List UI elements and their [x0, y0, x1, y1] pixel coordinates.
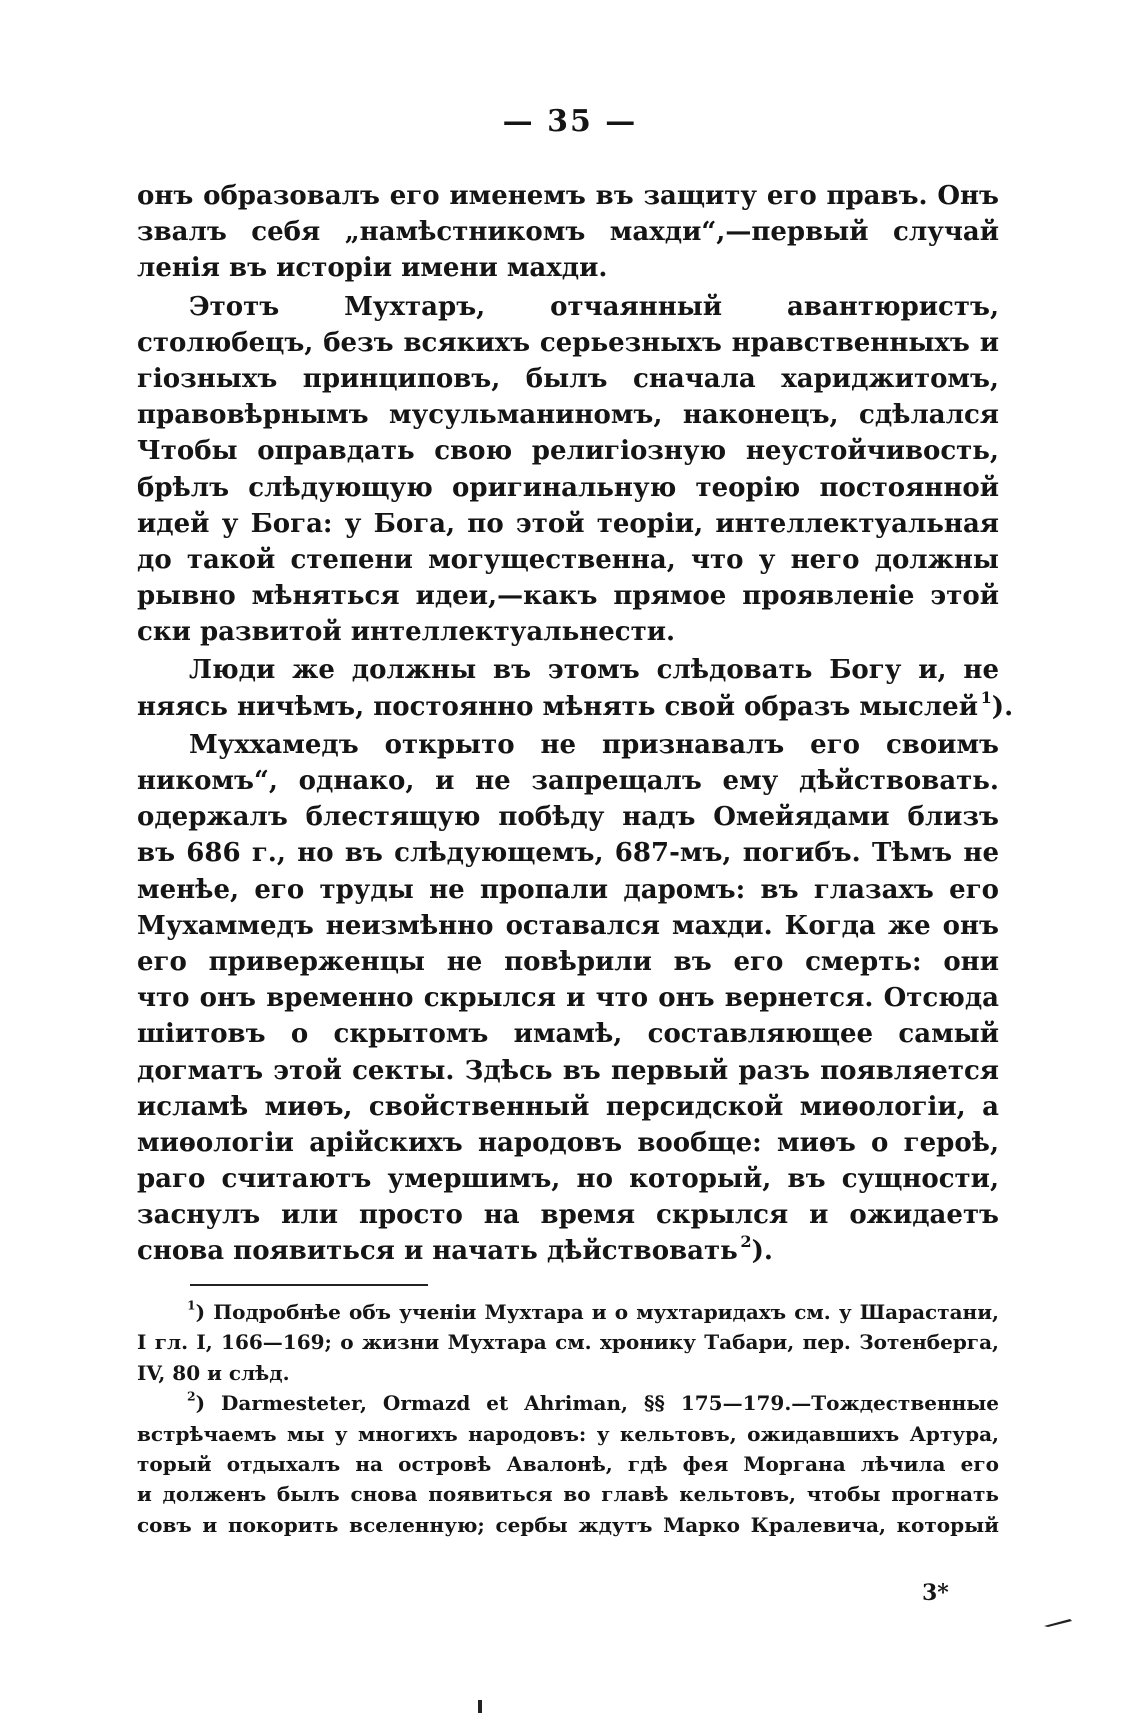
- footnote-line: IV, 80 и слѣд.: [137, 1360, 290, 1385]
- note-ref-close: ).: [991, 691, 1014, 722]
- text-line-content: няясь ничѣмъ, постоянно мѣнять свой образъ мыслей: [137, 691, 978, 722]
- footnote-2: [137, 1388, 999, 1540]
- footnote-line-content: ) Darmesteter, Ormazd et Ahriman, §§ 175—179.—Тождественные: [195, 1391, 999, 1416]
- footnote-line: встрѣчаемъ мы у многихъ народовъ: у кельтовъ, ожидавшихъ Артура,: [137, 1421, 999, 1446]
- text-line-content: снова появиться и начать дѣйствовать: [137, 1236, 738, 1267]
- text-line: раго считаютъ умершимъ, но который, въ сущности,: [137, 1164, 999, 1195]
- text-line: въ 686 г., но въ слѣдующемъ, 687-мъ, погибъ. Тѣмъ не: [137, 838, 999, 869]
- footnotes: [137, 1297, 999, 1540]
- footnote-line: [137, 1297, 999, 1327]
- footnote-line: I гл. I, 166—169; о жизни Мухтара см. хронику Табари, пер. Зотенберга,: [137, 1330, 999, 1355]
- text-line: Этотъ Мухтаръ, отчаянный авантюристъ,: [189, 291, 999, 322]
- text-line: ски развитой интеллектуальнести.: [137, 617, 676, 648]
- note-ref-2: 2: [740, 1232, 752, 1252]
- text-line: онъ образовалъ его именемъ въ защиту его правъ. Онъ: [137, 181, 999, 211]
- text-line: исламѣ миѳъ, свойственный персидской миѳологіи, а: [137, 1091, 999, 1122]
- ink-speck: [478, 1700, 482, 1713]
- text-line: Люди же должны въ этомъ слѣдовать Богу и, не: [189, 655, 999, 686]
- text-line: догматъ этой секты. Здѣсь въ первый разъ появляется: [137, 1055, 999, 1086]
- text-line: Чтобы оправдать свою религіозную неустойчивость,: [137, 436, 999, 467]
- signature-mark: 3*: [922, 1580, 949, 1606]
- text-line: до такой степени могущественна, что у него должны: [137, 544, 999, 575]
- footnote-line-content: ) Подробнѣе объ ученіи Мухтара и о мухтаридахъ см. у Шарастани,: [195, 1300, 999, 1324]
- page-number: — 35 —: [502, 104, 638, 139]
- text-line: [137, 1233, 999, 1269]
- text-line: менѣе, его труды не пропали даромъ: въ глазахъ его: [137, 874, 999, 905]
- text-line: правовѣрнымъ мусульманиномъ, наконецъ, сдѣлался: [137, 400, 999, 431]
- text-line: столюбецъ, безъ всякихъ серьезныхъ нравственныхъ и: [137, 327, 999, 358]
- footnote-marker: 1: [187, 1297, 196, 1313]
- note-ref-1: 1: [980, 687, 992, 707]
- text-line: рывно мѣняться идеи,—какъ прямое проявленіе этой: [137, 581, 999, 612]
- text-line: гіозныхъ принциповъ, былъ сначала хариджитомъ,: [137, 363, 999, 394]
- text-line: Мухаммедъ неизмѣнно оставался махди. Когда же онъ: [137, 910, 999, 941]
- ink-speck: [1042, 1617, 1074, 1627]
- paragraph-4: [137, 727, 999, 1270]
- paragraph-1: [137, 178, 999, 287]
- paragraph-3: [137, 652, 1014, 724]
- text-line: никомъ“, однако, и не запрещалъ ему дѣйствовать.: [137, 766, 999, 797]
- text-line: Муххамедъ открыто не признавалъ его своимъ: [189, 729, 999, 760]
- text-line: идей у Бога: у Бога, по этой теоріи, интеллектуальная: [137, 508, 999, 539]
- text-line: одержалъ блестящую побѣду надъ Омейядами близъ: [137, 802, 999, 833]
- footnote-marker: 2: [187, 1388, 196, 1404]
- text-line: ленія въ исторіи имени махди.: [137, 253, 608, 284]
- text-line: что онъ временно скрылся и что онъ вернется. Отсюда: [137, 983, 999, 1014]
- footnote-divider: [190, 1284, 428, 1286]
- paragraph-2: [137, 289, 999, 651]
- text-line: миѳологіи арійскихъ народовъ вообще: миѳъ о героѣ,: [137, 1127, 999, 1158]
- text-line: звалъ себя „намѣстникомъ махди“,—первый случай: [137, 217, 999, 248]
- footnote-line: совъ и покорить вселенную; сербы ждутъ Марко Кралевича, который: [137, 1512, 999, 1537]
- text-line: заснулъ или просто на время скрылся и ожидаетъ: [137, 1200, 999, 1231]
- text-line: его приверженцы не повѣрили въ его смерть: они: [137, 946, 999, 977]
- text-line: шіитовъ о скрытомъ имамѣ, составляющее самый: [137, 1019, 999, 1050]
- footnote-line: [137, 1388, 999, 1418]
- footnote-line: и долженъ былъ снова появиться во главѣ кельтовъ, чтобы прогнать: [137, 1482, 999, 1507]
- footnote-line: торый отдыхалъ на островѣ Авалонѣ, гдѣ фея Моргана лѣчила его: [137, 1451, 999, 1476]
- footnote-1: [137, 1297, 999, 1388]
- note-ref-close: ).: [751, 1236, 773, 1267]
- main-text: [137, 178, 1014, 1272]
- text-line: брѣлъ слѣдующую оригинальную теорію постоянной: [137, 472, 999, 503]
- text-line: [137, 687, 1014, 725]
